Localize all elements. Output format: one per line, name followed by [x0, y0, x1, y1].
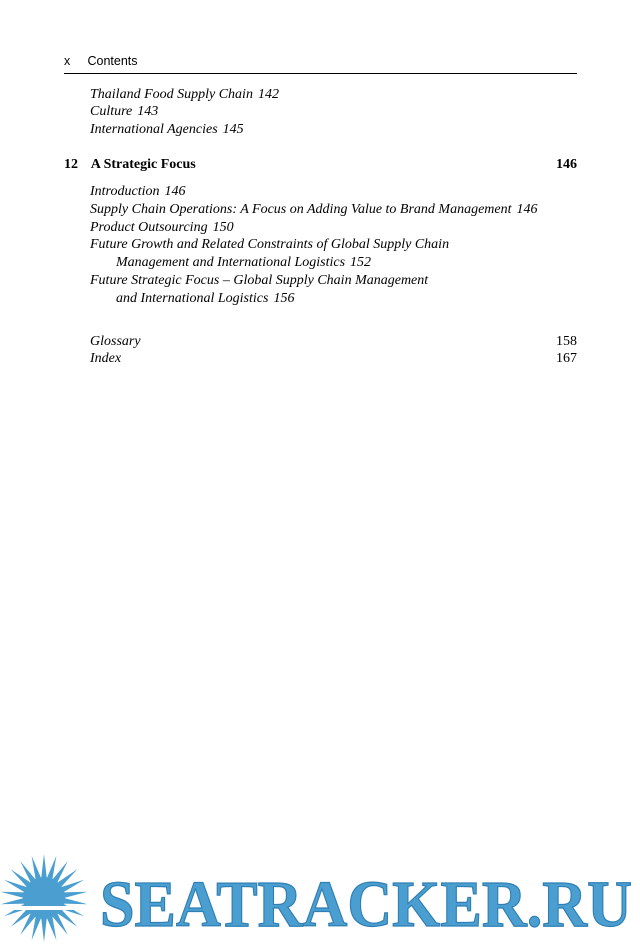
chapter-title: A Strategic Focus: [90, 157, 196, 172]
chapter-number: 12: [64, 157, 78, 172]
toc-entry[interactable]: [90, 236, 449, 254]
toc-entry-page: 146: [516, 202, 538, 217]
toc-entry-page: 143: [137, 104, 159, 119]
toc-entry-page: 142: [257, 87, 279, 102]
toc-entry[interactable]: [90, 201, 538, 219]
sun-horizon: [0, 906, 96, 910]
toc-entry[interactable]: [90, 121, 244, 139]
toc-entry-title: International Agencies: [90, 122, 218, 137]
toc-entry-title: Product Outsourcing: [90, 220, 208, 235]
sun-core: [23, 877, 65, 919]
watermark: [0, 848, 640, 947]
toc-entry-title: Management and International Logistics: [116, 255, 346, 270]
chapter-page: 146: [556, 157, 577, 172]
toc-entry-continuation[interactable]: [116, 290, 294, 308]
running-head: [64, 53, 577, 74]
toc-entry-title: Culture: [90, 104, 133, 119]
chapter-heading[interactable]: [64, 156, 577, 174]
toc-entry-title: Thailand Food Supply Chain: [90, 87, 253, 102]
toc-entry[interactable]: [90, 103, 158, 121]
watermark-text: SEATRACKER.RU: [100, 868, 632, 941]
running-head-title: Contents: [87, 54, 138, 68]
toc-entry[interactable]: [90, 86, 279, 104]
back-matter-page: 167: [556, 351, 577, 366]
toc-entry-page: 150: [212, 220, 234, 235]
running-head-page-number: x: [64, 54, 71, 68]
back-matter-title: Glossary: [90, 334, 141, 349]
toc-entry[interactable]: [90, 272, 428, 290]
watermark-logo: [0, 848, 640, 947]
toc-entry-title: Supply Chain Operations: A Focus on Adding Value to Brand Management: [90, 202, 512, 217]
toc-entry-title: and International Logistics: [116, 291, 269, 306]
back-matter-page: 158: [556, 334, 577, 349]
back-matter-title: Index: [90, 351, 122, 366]
toc-entry-title: Introduction: [90, 184, 160, 199]
toc-entry-page: 156: [273, 291, 295, 306]
toc-entry-title: Future Growth and Related Constraints of Global Supply Chain: [90, 237, 450, 252]
sun-icon: [0, 854, 96, 942]
toc-entry-title: Future Strategic Focus – Global Supply Chain Management: [90, 273, 429, 288]
back-matter-entry[interactable]: [90, 333, 577, 351]
toc-entry[interactable]: [90, 183, 185, 201]
toc-entry-page: 146: [164, 184, 186, 199]
toc-entry-page: 152: [350, 255, 372, 270]
toc-entry[interactable]: [90, 219, 234, 237]
back-matter-entry[interactable]: [90, 350, 577, 368]
toc-entry-continuation[interactable]: [116, 254, 371, 272]
toc-entry-page: 145: [222, 122, 244, 137]
